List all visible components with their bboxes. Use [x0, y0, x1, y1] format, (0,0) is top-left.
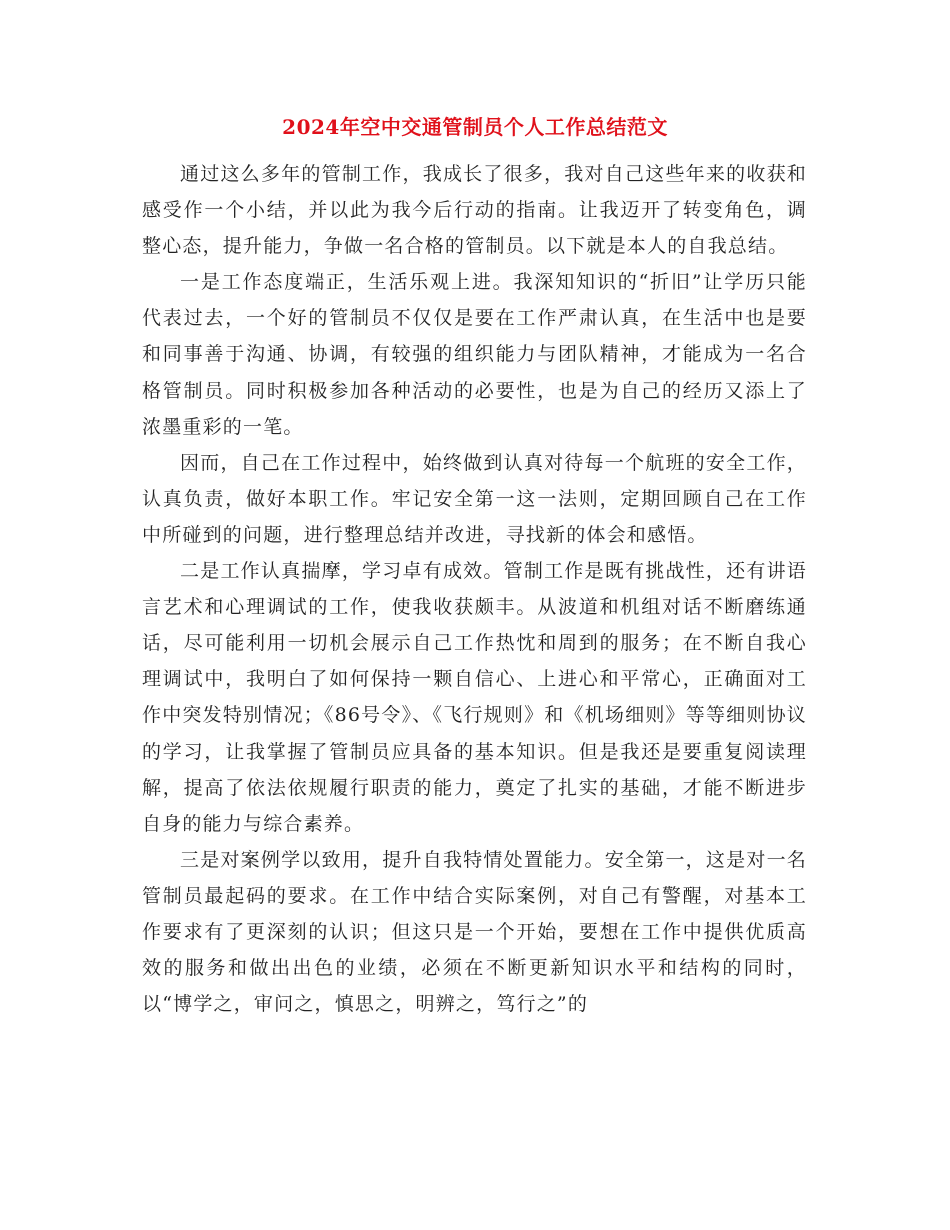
paragraph-2: 一是工作态度端正，生活乐观上进。我深知知识的“折旧”让学历只能代表过去，一个好的管制员不仅仅是要在工作严肃认真，在生活中也是要和同事善于沟通、协调，有较强的组织能力与团队精神，才能成为一名合格管制员。同时积极参加各种活动的必要性，也是为自己的经历又添上了浓墨重彩的一笔。: [142, 271, 807, 438]
document-body: [142, 156, 807, 1022]
paragraph-4: 二是工作认真揣摩，学习卓有成效。管制工作是既有挑战性，还有讲语言艺术和心理调试的工作，使我收获颇丰。从波道和机组对话不断磨练通话，尽可能利用一切机会展示自己工作热忱和周到的服务；在不断自我心理调试中，我明白了如何保持一颗自信心、上进心和平常心，正确面对工作中突发特别情况；《86号令》、《飞行规则》和《机场细则》等等细则协议的学习，让我掌握了管制员应具备的基本知识。但是我还是要重复阅读理解，提高了依法依规履行职责的能力，奠定了扎实的基础，才能不断进步自身的能力与综合素养。: [142, 560, 807, 835]
paragraph-3: 因而，自己在工作过程中，始终做到认真对待每一个航班的安全工作，认真负责，做好本职工作。牢记安全第一这一法则，定期回顾自己在工作中所碰到的问题，进行整理总结并改进，寻找新的体会和感悟。: [142, 451, 807, 546]
document-title: 2024年空中交通管制员个人工作总结范文: [282, 115, 668, 139]
paragraph-5: 三是对案例学以致用，提升自我特情处置能力。安全第一，这是对一名管制员最起码的要求。在工作中结合实际案例，对自己有警醒，对基本工作要求有了更深刻的认识；但这只是一个开始，要想在工作中提供优质高效的服务和做出出色的业绩，必须在不断更新知识水平和结构的同时，以“博学之，审问之，慎思之，明辨之，笃行之”的: [142, 848, 807, 1016]
paragraph-1: 通过这么多年的管制工作，我成长了很多，我对自己这些年来的收获和感受作一个小结，并以此为我今后行动的指南。让我迈开了转变角色，调整心态，提升能力，争做一名合格的管制员。以下就是本人的自我总结。: [142, 163, 807, 258]
